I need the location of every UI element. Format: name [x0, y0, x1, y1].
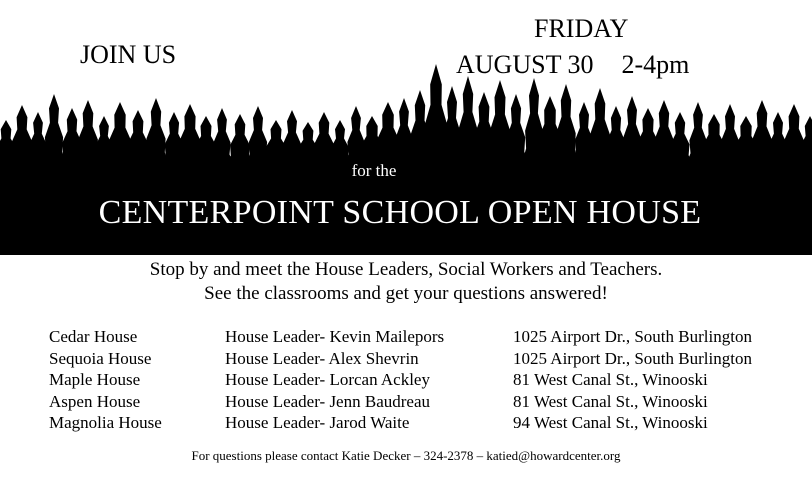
- house-name: Aspen House: [49, 391, 141, 411]
- house-address: 94 West Canal St., Winooski: [513, 413, 708, 432]
- house-name: Cedar House: [49, 327, 138, 346]
- house-leader: House Leader- Jarod Waite: [225, 413, 410, 432]
- house-address: 1025 Airport Dr., South Burlington: [513, 348, 752, 368]
- join-us-heading: JOIN US: [80, 40, 177, 69]
- event-date-time: [456, 50, 689, 80]
- house-name: Sequoia House: [49, 348, 152, 368]
- intro-text: [0, 258, 812, 306]
- intro-line-1: Stop by and meet the House Leaders, Social Workers and Teachers.: [149, 259, 663, 280]
- event-day: FRIDAY: [534, 14, 629, 43]
- contact-info: For questions please contact Katie Decker – 324-2378 – katied@howardcenter.org: [191, 448, 621, 463]
- house-name: Magnolia House: [49, 413, 162, 432]
- intro-line-2: See the classrooms and get your questions answered!: [204, 283, 608, 304]
- house-name: Maple House: [49, 370, 141, 389]
- house-address: 81 West Canal St., Winooski: [513, 370, 708, 389]
- for-the-text: for the: [351, 161, 397, 180]
- event-title: CENTERPOINT SCHOOL OPEN HOUSE: [98, 194, 702, 231]
- house-leader: House Leader- Kevin Mailepors: [225, 327, 445, 346]
- house-leader: House Leader- Lorcan Ackley: [225, 370, 430, 389]
- event-date: AUGUST 30: [456, 50, 594, 79]
- house-address: 81 West Canal St., Winooski: [513, 391, 708, 411]
- house-leader: House Leader- Jenn Baudreau: [225, 391, 430, 411]
- event-time: 2-4pm: [621, 50, 690, 79]
- house-leader: House Leader- Alex Shevrin: [225, 348, 419, 368]
- house-address: 1025 Airport Dr., South Burlington: [513, 327, 752, 346]
